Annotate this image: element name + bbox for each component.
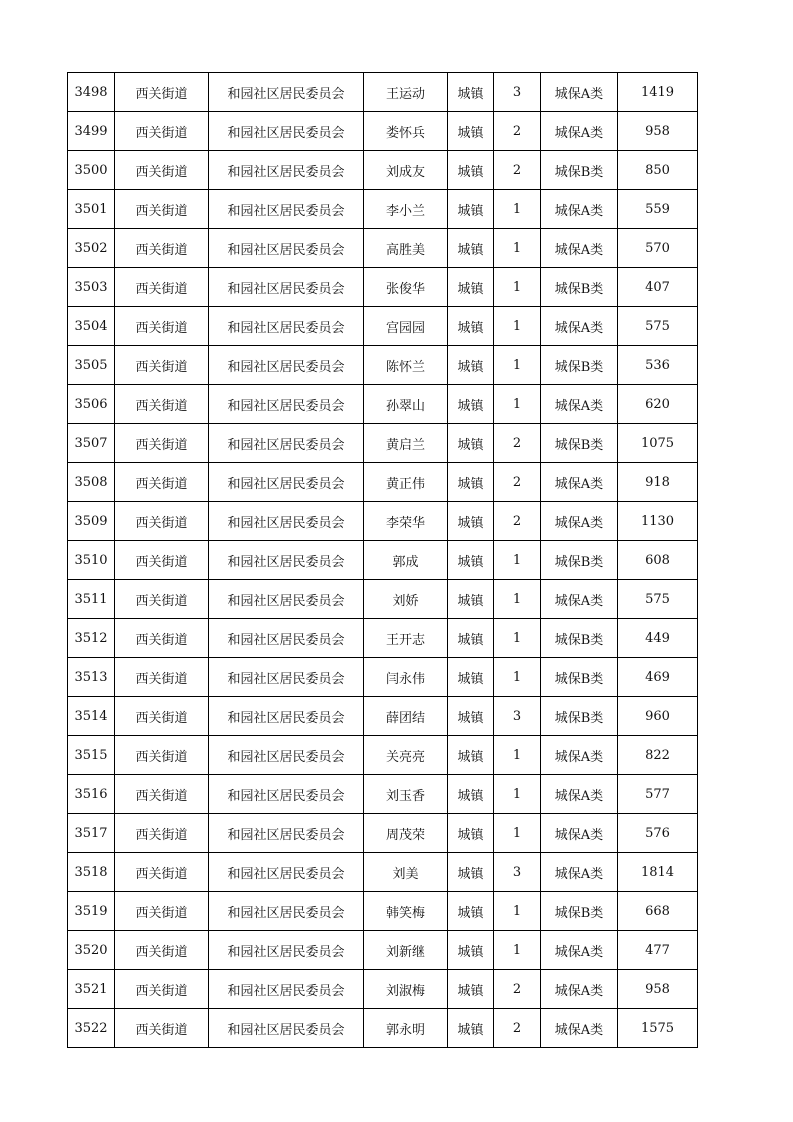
area-type-cell: 城镇 — [448, 190, 494, 229]
amount-cell: 559 — [618, 190, 698, 229]
street-cell: 西关街道 — [115, 463, 209, 502]
row-id-cell: 3507 — [68, 424, 115, 463]
amount-cell: 1575 — [618, 1009, 698, 1048]
amount-cell: 1075 — [618, 424, 698, 463]
committee-cell: 和园社区居民委员会 — [209, 580, 364, 619]
category-cell: 城保A类 — [541, 775, 618, 814]
committee-cell: 和园社区居民委员会 — [209, 268, 364, 307]
row-id-cell: 3499 — [68, 112, 115, 151]
row-id-cell: 3508 — [68, 463, 115, 502]
recipient-table — [67, 72, 698, 1048]
amount-cell: 958 — [618, 970, 698, 1009]
row-id-cell: 3517 — [68, 814, 115, 853]
table-row — [68, 580, 698, 619]
row-id-cell: 3510 — [68, 541, 115, 580]
category-cell: 城保A类 — [541, 112, 618, 151]
committee-cell: 和园社区居民委员会 — [209, 931, 364, 970]
household-count-cell: 1 — [494, 229, 541, 268]
amount-cell: 477 — [618, 931, 698, 970]
category-cell: 城保A类 — [541, 190, 618, 229]
household-count-cell: 1 — [494, 346, 541, 385]
row-id-cell: 3502 — [68, 229, 115, 268]
committee-cell: 和园社区居民委员会 — [209, 541, 364, 580]
street-cell: 西关街道 — [115, 541, 209, 580]
name-cell: 王开志 — [364, 619, 448, 658]
row-id-cell: 3512 — [68, 619, 115, 658]
row-id-cell: 3513 — [68, 658, 115, 697]
amount-cell: 577 — [618, 775, 698, 814]
row-id-cell: 3514 — [68, 697, 115, 736]
amount-cell: 1419 — [618, 73, 698, 112]
table-row — [68, 463, 698, 502]
category-cell: 城保B类 — [541, 151, 618, 190]
committee-cell: 和园社区居民委员会 — [209, 775, 364, 814]
row-id-cell: 3501 — [68, 190, 115, 229]
committee-cell: 和园社区居民委员会 — [209, 697, 364, 736]
amount-cell: 1130 — [618, 502, 698, 541]
household-count-cell: 2 — [494, 463, 541, 502]
amount-cell: 576 — [618, 814, 698, 853]
name-cell: 黄启兰 — [364, 424, 448, 463]
amount-cell: 575 — [618, 307, 698, 346]
table-row — [68, 892, 698, 931]
category-cell: 城保B类 — [541, 892, 618, 931]
table-row — [68, 268, 698, 307]
amount-cell: 575 — [618, 580, 698, 619]
household-count-cell: 1 — [494, 268, 541, 307]
area-type-cell: 城镇 — [448, 853, 494, 892]
street-cell: 西关街道 — [115, 814, 209, 853]
area-type-cell: 城镇 — [448, 814, 494, 853]
area-type-cell: 城镇 — [448, 463, 494, 502]
category-cell: 城保A类 — [541, 307, 618, 346]
committee-cell: 和园社区居民委员会 — [209, 463, 364, 502]
category-cell: 城保B类 — [541, 346, 618, 385]
name-cell: 李小兰 — [364, 190, 448, 229]
household-count-cell: 3 — [494, 73, 541, 112]
name-cell: 高胜美 — [364, 229, 448, 268]
category-cell: 城保A类 — [541, 502, 618, 541]
street-cell: 西关街道 — [115, 658, 209, 697]
name-cell: 张俊华 — [364, 268, 448, 307]
name-cell: 刘美 — [364, 853, 448, 892]
household-count-cell: 1 — [494, 190, 541, 229]
category-cell: 城保A类 — [541, 736, 618, 775]
committee-cell: 和园社区居民委员会 — [209, 424, 364, 463]
area-type-cell: 城镇 — [448, 541, 494, 580]
street-cell: 西关街道 — [115, 346, 209, 385]
name-cell: 黄正伟 — [364, 463, 448, 502]
name-cell: 刘成友 — [364, 151, 448, 190]
table-row — [68, 775, 698, 814]
street-cell: 西关街道 — [115, 385, 209, 424]
row-id-cell: 3518 — [68, 853, 115, 892]
household-count-cell: 2 — [494, 112, 541, 151]
amount-cell: 570 — [618, 229, 698, 268]
committee-cell: 和园社区居民委员会 — [209, 307, 364, 346]
street-cell: 西关街道 — [115, 151, 209, 190]
household-count-cell: 1 — [494, 736, 541, 775]
category-cell: 城保A类 — [541, 853, 618, 892]
area-type-cell: 城镇 — [448, 346, 494, 385]
name-cell: 郭永明 — [364, 1009, 448, 1048]
category-cell: 城保A类 — [541, 1009, 618, 1048]
area-type-cell: 城镇 — [448, 736, 494, 775]
name-cell: 周茂荣 — [364, 814, 448, 853]
amount-cell: 850 — [618, 151, 698, 190]
household-count-cell: 1 — [494, 814, 541, 853]
area-type-cell: 城镇 — [448, 424, 494, 463]
amount-cell: 958 — [618, 112, 698, 151]
committee-cell: 和园社区居民委员会 — [209, 502, 364, 541]
table-row — [68, 853, 698, 892]
household-count-cell: 1 — [494, 931, 541, 970]
category-cell: 城保B类 — [541, 658, 618, 697]
row-id-cell: 3515 — [68, 736, 115, 775]
street-cell: 西关街道 — [115, 229, 209, 268]
area-type-cell: 城镇 — [448, 658, 494, 697]
household-count-cell: 1 — [494, 658, 541, 697]
row-id-cell: 3500 — [68, 151, 115, 190]
committee-cell: 和园社区居民委员会 — [209, 229, 364, 268]
street-cell: 西关街道 — [115, 307, 209, 346]
street-cell: 西关街道 — [115, 931, 209, 970]
amount-cell: 668 — [618, 892, 698, 931]
table-row — [68, 190, 698, 229]
area-type-cell: 城镇 — [448, 73, 494, 112]
name-cell: 孙翠山 — [364, 385, 448, 424]
area-type-cell: 城镇 — [448, 775, 494, 814]
street-cell: 西关街道 — [115, 580, 209, 619]
category-cell: 城保B类 — [541, 619, 618, 658]
household-count-cell: 2 — [494, 151, 541, 190]
street-cell: 西关街道 — [115, 424, 209, 463]
category-cell: 城保B类 — [541, 424, 618, 463]
category-cell: 城保A类 — [541, 73, 618, 112]
category-cell: 城保A类 — [541, 580, 618, 619]
area-type-cell: 城镇 — [448, 697, 494, 736]
street-cell: 西关街道 — [115, 190, 209, 229]
category-cell: 城保B类 — [541, 541, 618, 580]
category-cell: 城保A类 — [541, 463, 618, 502]
table-row — [68, 346, 698, 385]
committee-cell: 和园社区居民委员会 — [209, 346, 364, 385]
area-type-cell: 城镇 — [448, 619, 494, 658]
name-cell: 薛团结 — [364, 697, 448, 736]
committee-cell: 和园社区居民委员会 — [209, 892, 364, 931]
table-row — [68, 385, 698, 424]
category-cell: 城保B类 — [541, 697, 618, 736]
street-cell: 西关街道 — [115, 697, 209, 736]
area-type-cell: 城镇 — [448, 385, 494, 424]
table-row — [68, 619, 698, 658]
street-cell: 西关街道 — [115, 112, 209, 151]
row-id-cell: 3503 — [68, 268, 115, 307]
name-cell: 刘淑梅 — [364, 970, 448, 1009]
name-cell: 娄怀兵 — [364, 112, 448, 151]
area-type-cell: 城镇 — [448, 268, 494, 307]
household-count-cell: 2 — [494, 970, 541, 1009]
table-row — [68, 658, 698, 697]
amount-cell: 918 — [618, 463, 698, 502]
household-count-cell: 2 — [494, 502, 541, 541]
name-cell: 宫园园 — [364, 307, 448, 346]
row-id-cell: 3498 — [68, 73, 115, 112]
table-row — [68, 502, 698, 541]
row-id-cell: 3505 — [68, 346, 115, 385]
amount-cell: 608 — [618, 541, 698, 580]
area-type-cell: 城镇 — [448, 307, 494, 346]
name-cell: 刘娇 — [364, 580, 448, 619]
committee-cell: 和园社区居民委员会 — [209, 190, 364, 229]
street-cell: 西关街道 — [115, 1009, 209, 1048]
table-row — [68, 424, 698, 463]
table-row — [68, 736, 698, 775]
area-type-cell: 城镇 — [448, 931, 494, 970]
row-id-cell: 3509 — [68, 502, 115, 541]
household-count-cell: 1 — [494, 385, 541, 424]
street-cell: 西关街道 — [115, 736, 209, 775]
household-count-cell: 1 — [494, 892, 541, 931]
name-cell: 李荣华 — [364, 502, 448, 541]
household-count-cell: 1 — [494, 619, 541, 658]
household-count-cell: 3 — [494, 853, 541, 892]
committee-cell: 和园社区居民委员会 — [209, 151, 364, 190]
street-cell: 西关街道 — [115, 853, 209, 892]
street-cell: 西关街道 — [115, 73, 209, 112]
category-cell: 城保A类 — [541, 385, 618, 424]
street-cell: 西关街道 — [115, 775, 209, 814]
category-cell: 城保A类 — [541, 970, 618, 1009]
street-cell: 西关街道 — [115, 892, 209, 931]
name-cell: 韩笑梅 — [364, 892, 448, 931]
area-type-cell: 城镇 — [448, 580, 494, 619]
table-body — [68, 73, 698, 1048]
amount-cell: 407 — [618, 268, 698, 307]
table-row — [68, 307, 698, 346]
committee-cell: 和园社区居民委员会 — [209, 736, 364, 775]
name-cell: 刘玉香 — [364, 775, 448, 814]
row-id-cell: 3519 — [68, 892, 115, 931]
name-cell: 刘新继 — [364, 931, 448, 970]
row-id-cell: 3522 — [68, 1009, 115, 1048]
amount-cell: 536 — [618, 346, 698, 385]
area-type-cell: 城镇 — [448, 1009, 494, 1048]
committee-cell: 和园社区居民委员会 — [209, 970, 364, 1009]
table-row — [68, 931, 698, 970]
street-cell: 西关街道 — [115, 502, 209, 541]
committee-cell: 和园社区居民委员会 — [209, 853, 364, 892]
category-cell: 城保A类 — [541, 931, 618, 970]
row-id-cell: 3506 — [68, 385, 115, 424]
committee-cell: 和园社区居民委员会 — [209, 814, 364, 853]
committee-cell: 和园社区居民委员会 — [209, 112, 364, 151]
row-id-cell: 3516 — [68, 775, 115, 814]
table-row — [68, 73, 698, 112]
household-count-cell: 2 — [494, 1009, 541, 1048]
committee-cell: 和园社区居民委员会 — [209, 1009, 364, 1048]
category-cell: 城保A类 — [541, 229, 618, 268]
category-cell: 城保B类 — [541, 268, 618, 307]
table-row — [68, 151, 698, 190]
area-type-cell: 城镇 — [448, 892, 494, 931]
area-type-cell: 城镇 — [448, 151, 494, 190]
area-type-cell: 城镇 — [448, 112, 494, 151]
name-cell: 郭成 — [364, 541, 448, 580]
household-count-cell: 1 — [494, 775, 541, 814]
household-count-cell: 2 — [494, 424, 541, 463]
household-count-cell: 1 — [494, 307, 541, 346]
area-type-cell: 城镇 — [448, 502, 494, 541]
household-count-cell: 3 — [494, 697, 541, 736]
committee-cell: 和园社区居民委员会 — [209, 619, 364, 658]
amount-cell: 469 — [618, 658, 698, 697]
category-cell: 城保A类 — [541, 814, 618, 853]
amount-cell: 960 — [618, 697, 698, 736]
amount-cell: 620 — [618, 385, 698, 424]
area-type-cell: 城镇 — [448, 970, 494, 1009]
row-id-cell: 3520 — [68, 931, 115, 970]
street-cell: 西关街道 — [115, 619, 209, 658]
area-type-cell: 城镇 — [448, 229, 494, 268]
household-count-cell: 1 — [494, 541, 541, 580]
row-id-cell: 3511 — [68, 580, 115, 619]
row-id-cell: 3504 — [68, 307, 115, 346]
committee-cell: 和园社区居民委员会 — [209, 73, 364, 112]
name-cell: 闫永伟 — [364, 658, 448, 697]
street-cell: 西关街道 — [115, 268, 209, 307]
committee-cell: 和园社区居民委员会 — [209, 385, 364, 424]
committee-cell: 和园社区居民委员会 — [209, 658, 364, 697]
amount-cell: 822 — [618, 736, 698, 775]
amount-cell: 1814 — [618, 853, 698, 892]
table-row — [68, 970, 698, 1009]
street-cell: 西关街道 — [115, 970, 209, 1009]
table-row — [68, 1009, 698, 1048]
table-row — [68, 541, 698, 580]
name-cell: 陈怀兰 — [364, 346, 448, 385]
table-row — [68, 697, 698, 736]
name-cell: 王运动 — [364, 73, 448, 112]
amount-cell: 449 — [618, 619, 698, 658]
table-row — [68, 814, 698, 853]
name-cell: 关亮亮 — [364, 736, 448, 775]
table-row — [68, 112, 698, 151]
table-row — [68, 229, 698, 268]
household-count-cell: 1 — [494, 580, 541, 619]
row-id-cell: 3521 — [68, 970, 115, 1009]
